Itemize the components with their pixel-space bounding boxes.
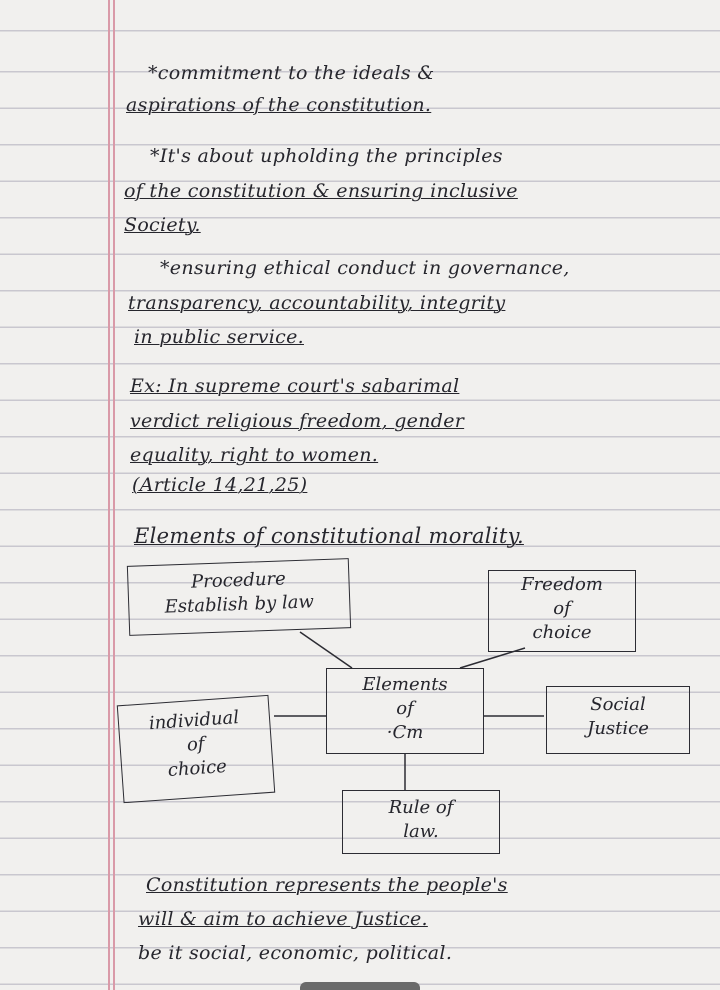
margin-line xyxy=(113,0,115,990)
individual-of-choice-box: individual of choice xyxy=(117,695,275,803)
note-line: *ensuring ethical conduct in governance, xyxy=(160,257,570,279)
note-line: in public service. xyxy=(134,326,304,348)
social-justice-box: Social Justice xyxy=(546,686,690,754)
note-line: will & aim to achieve Justice. xyxy=(138,908,428,930)
note-line: verdict religious freedom, gender xyxy=(130,410,465,432)
note-line: equality, right to women. xyxy=(130,444,379,466)
freedom-of-choice-box: Freedom of choice xyxy=(488,570,636,652)
note-line: aspirations of the constitution. xyxy=(126,94,432,116)
note-line: Society. xyxy=(124,214,201,236)
note-line: Ex: In supreme court's sabarimal xyxy=(130,375,460,397)
elements-of-cm-center-box: Elements of ·Cm xyxy=(326,668,484,754)
rule-of-law-box: Rule of law. xyxy=(342,790,500,854)
note-line: Constitution represents the people's xyxy=(146,874,508,896)
margin-line xyxy=(108,0,110,990)
viewer-handle xyxy=(300,982,420,990)
procedure-established-by-law-box: Procedure Establish by law xyxy=(127,558,351,636)
note-line: *It's about upholding the principles xyxy=(150,145,503,167)
note-line: transparency, accountability, integrity xyxy=(128,292,506,314)
note-line: (Article 14,21,25) xyxy=(132,474,308,496)
note-line: be it social, economic, political. xyxy=(138,942,453,964)
note-line: *commitment to the ideals & xyxy=(148,62,435,84)
diagram-heading: Elements of constitutional morality. xyxy=(134,524,524,548)
note-line: of the constitution & ensuring inclusive xyxy=(124,180,518,202)
